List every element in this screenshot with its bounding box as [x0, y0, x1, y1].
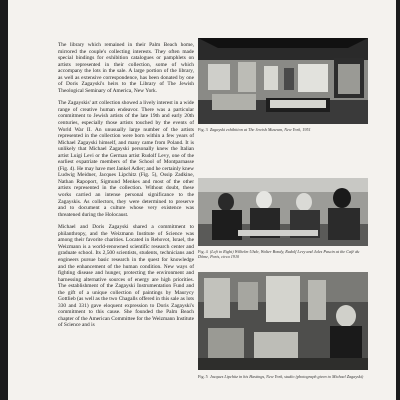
- figure-5-number: Fig. 5: [198, 374, 208, 379]
- paragraph-library: The library which remained in their Palm Beach home, mirrored the couple's collecting interests. They often made special bindings for exhibition catalogues or pamphlets on artists represented in their collection, some of which accompany the lots in the sale. A large portion of the library, as well as extensive correspondence, has been donated by one of Doris Zagayski's heirs to the Library of The Jewish Theological Seminary of America, New York.: [58, 42, 194, 94]
- paragraph-art-collection: The Zagayskis' art collection showed a lively interest in a wide range of creative human endeavor. There was a particular commitment to Jewish artists of the late 19th and early 20th centuries, especially those artists touched by the events of World War II. An unusually large number of the artists represented in the collection were born within a few years of Michael Zagayski himself, and many came from Poland. It is unlikely that Michael Zagayski personally knew the Italian artist Luigi Levi or the German artist Rudolf Levy, one of the earliest expatriate members of the School of Montparnasse (Fig. 4). He may have met Jankel Adler; and he certainly knew Ludwig Meidner, Jacques Lipchitz (Fig. 5), Ossip Zadkine, Nathan Rapoport, Sigmund Menkes and most of the other artists represented in the collection. Without doubt, these works carried an intense personal significance to the Zagayskis. As collectors, they were determined to preserve and to document a culture whose very existence was threatened during the Holocaust.: [58, 100, 194, 218]
- figure-5-photo: [198, 272, 368, 370]
- figure-5-caption-text: Jacques Lipchitz in his Hastings, New York, studio (photograph given to Michael Zagayski): [209, 374, 364, 379]
- figure-4-photo: [198, 178, 368, 246]
- paragraph-philanthropy: Michael and Doris Zagayski shared a commitment to philanthropy, and the Weizmann Institute of Science was among their favorite charities. Located in Rehovot, Israel, the Weizmann is a world-renowned scientific research center and graduate school. Its 2,500 scientists, students, technicians and engineers pursue basic research in the quest for knowledge and the enhancement of the human condition. New ways of fighting disease and hunger, protecting the environment and harnessing alternative sources of energy are high priorities. The establishment of the Zagayski Instrumentation Fund and the gift of a unique collection of paintings by Maurycy Gottlieb (as well as the two Chagalls offered in this sale as lots 330 and 331) gave eloquent expression to Doris Zagayski's commitment to this cause. She founded the Palm Beach chapter of the American Committee for the Weizmann Institute of Science and is: [58, 224, 194, 329]
- figure-3-caption-text: Zagayski exhibition at The Jewish Museum, New York, 1951: [209, 127, 311, 132]
- figure-3-photo: [198, 38, 368, 124]
- figure-5-caption: [198, 374, 370, 379]
- figure-4-number: Fig. 4: [198, 249, 208, 254]
- figure-3-caption: [198, 127, 370, 132]
- figure-4-caption: [198, 249, 370, 259]
- figure-4-caption-text: (Left to Right) Wilhelm Uhde, Walter Bondy, Rudolf Levy and Jules Pascin at the Café du Dôme, Paris, circa 1910: [198, 249, 360, 260]
- catalog-page: [8, 0, 396, 400]
- figure-3-number: Fig. 3: [198, 127, 208, 132]
- article-text-column: [58, 42, 194, 335]
